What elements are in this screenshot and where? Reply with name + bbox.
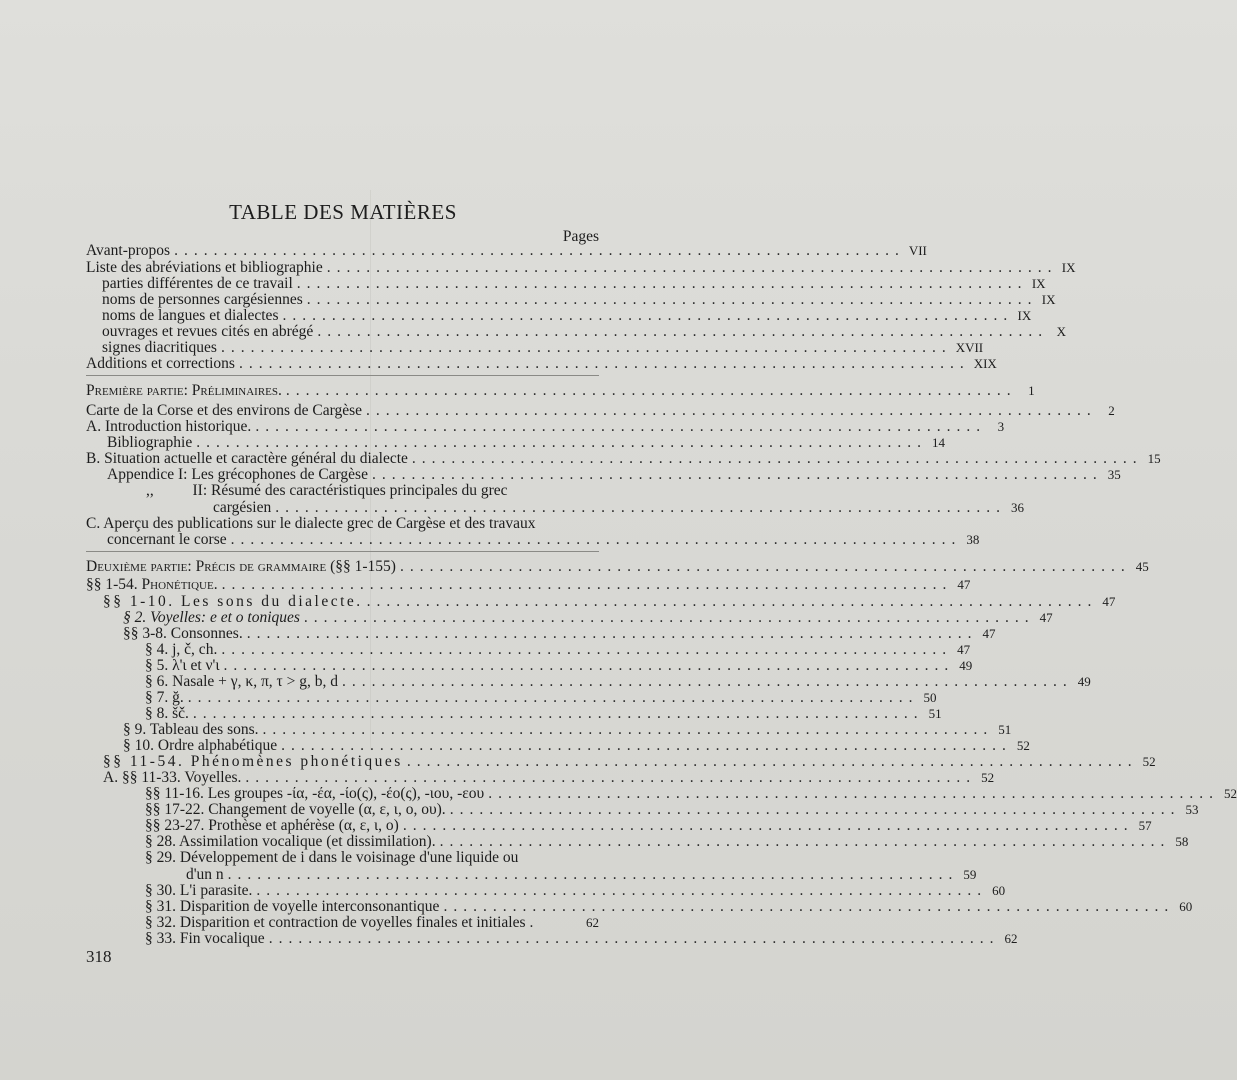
leader-dots: .......................................................................... — [246, 625, 978, 642]
toc-entry — [107, 466, 1121, 483]
toc-entry — [107, 434, 945, 451]
toc-entry — [103, 593, 1116, 610]
toc-entry — [103, 769, 995, 786]
toc-entry — [145, 833, 1189, 850]
toc-entry — [86, 402, 1115, 419]
toc-entry-text: signes diacritiques — [102, 339, 217, 356]
toc-entry-text-line1: § 29. Développement de i dans le voisinage d'une liquide ou — [145, 849, 519, 866]
leader-dots: .......................................................................... — [399, 558, 1131, 575]
toc-entry-text: Liste des abréviations et bibliographie — [86, 259, 323, 276]
leader-dots: .......................................................................... — [174, 242, 905, 259]
leader-dots: .......................................................................... — [255, 418, 987, 435]
page-title: TABLE DES MATIÈRES — [229, 200, 457, 224]
toc-entry — [213, 499, 1024, 516]
toc-entry-page: 59 — [963, 867, 977, 882]
leader-dots: .......................................................................... — [223, 657, 955, 674]
toc-entry-page: 47 — [1039, 610, 1053, 625]
toc-entry-text: A. Introduction historique. — [86, 418, 252, 435]
toc-entry-page: 52 — [981, 770, 995, 785]
pages-column-header: Pages — [562, 228, 599, 245]
toc-entry-page: 2 — [1108, 403, 1115, 418]
toc-entry-page: 36 — [1011, 500, 1024, 515]
toc-entry-text-line1: ,, II: Résumé des caractéristiques principales du grec — [146, 482, 508, 499]
toc-entry-text: noms de personnes cargésiennes — [102, 291, 303, 308]
toc-entry-text: parties différentes de ce travail — [102, 275, 293, 292]
toc-entry-page: 38 — [966, 532, 980, 547]
toc-entry — [186, 866, 977, 883]
toc-entry-page: 51 — [998, 722, 1012, 737]
toc-entry — [145, 817, 1152, 834]
leader-dots: .......................................................................... — [227, 866, 959, 883]
leader-dots: .......................................................................... — [285, 382, 1017, 399]
toc-entry-page: IX — [1031, 276, 1046, 291]
leader-dots: .......................................................................... — [371, 466, 1103, 483]
leader-dots: .......................................................................... — [406, 753, 1138, 770]
toc-entry — [102, 307, 1032, 324]
toc-entry-text: Carte de la Corse et des environs de Cargèse — [86, 402, 363, 419]
leader-dots: .......................................................................... — [221, 576, 953, 593]
toc-entry-page: 58 — [1175, 834, 1189, 849]
toc-entry — [145, 641, 971, 658]
toc-entry-text: § 28. Assimilation vocalique (et dissimilation). — [145, 833, 436, 850]
toc-entry — [145, 898, 1193, 915]
toc-entry-text: § 31. Disparition de voyelle interconsonantique — [145, 898, 440, 915]
toc-entry-text: § 8. šč. — [145, 705, 189, 722]
leader-dots: .......................................................................... — [187, 689, 919, 706]
leader-dots: .......................................................................... — [296, 275, 1028, 292]
toc-entry-page: 53 — [1185, 802, 1199, 817]
toc-entry — [86, 418, 1005, 435]
leader-dots: .......................................................................... — [342, 673, 1073, 690]
toc-entry-text: B. Situation actuelle et caractère général du dialecte — [86, 450, 408, 467]
leader-dots: .......................................................................... — [281, 737, 1012, 754]
part-heading — [86, 558, 1149, 575]
toc-entry-text: noms de langues et dialectes — [102, 307, 279, 324]
toc-entry-page: 47 — [957, 642, 971, 657]
toc-entry — [102, 275, 1046, 292]
toc-entry-text: § 9. Tableau des sons. — [123, 721, 259, 738]
toc-entry-page: 15 — [1147, 451, 1161, 466]
leader-dots: .......................................................................... — [192, 705, 924, 722]
toc-entry-text: § 6. Nasale + γ, κ, π, τ > g, b, d — [145, 673, 338, 690]
leader-dots: .......................................................................... — [306, 291, 1038, 308]
toc-entry-page: VII — [908, 243, 927, 258]
toc-entry-page: 60 — [992, 883, 1006, 898]
toc-entry-page: 52 — [1016, 738, 1030, 753]
toc-entry-page: 52 — [1223, 786, 1237, 801]
toc-entry-page: 60 — [1179, 899, 1193, 914]
toc-entry-text-line1: C. Aperçu des publications sur le dialecte grec de Cargèse et des travaux — [86, 515, 536, 532]
leader-dots: .......................................................................... — [275, 499, 1006, 516]
toc-entry-page: 57 — [1138, 818, 1152, 833]
toc-entry-page: 35 — [1107, 467, 1121, 482]
toc-entry-page: IX — [1061, 260, 1076, 275]
toc-entry-text: § 5. λ'ι et ν'ι — [145, 657, 220, 674]
toc-entry — [123, 721, 1012, 738]
leader-dots: .......................................................................... — [262, 721, 994, 738]
leader-dots: .......................................................................... — [220, 339, 952, 356]
leader-dots: .......................................................................... — [317, 323, 1049, 340]
toc-entry — [145, 882, 1006, 899]
section-divider — [86, 375, 599, 376]
leader-dots: .......................................................................... — [245, 769, 977, 786]
toc-entry-text: § 2. Voyelles: e et o toniques — [123, 609, 300, 626]
leader-dots: .......................................................................... — [268, 930, 1000, 947]
leader-dots: .......................................................................... — [230, 531, 962, 548]
toc-entry — [145, 914, 599, 931]
toc-entry-page: 3 — [997, 419, 1005, 434]
toc-entry-page: IX — [1041, 292, 1056, 307]
toc-entry — [86, 450, 1161, 467]
toc-entry — [123, 737, 1030, 754]
toc-entry-page: 52 — [1142, 754, 1156, 769]
toc-entry-page: 62 — [586, 915, 599, 930]
toc-entry-page: X — [1056, 324, 1067, 339]
toc-entry — [145, 657, 973, 674]
toc-entry-text: § 4. j, č, ch. — [145, 641, 218, 658]
toc-entry-page: 49 — [1077, 674, 1091, 689]
toc-entry-page: 50 — [923, 690, 937, 705]
toc-entry-page: 62 — [1004, 931, 1018, 946]
toc-entry — [145, 705, 942, 722]
leader-dots: .......................................................................... — [366, 402, 1097, 419]
toc-entry-text: Appendice I: Les grécophones de Cargèse — [107, 466, 368, 483]
toc-entry-text: concernant le corse — [107, 531, 227, 548]
section-divider — [86, 551, 599, 552]
toc-entry-page: XVII — [955, 340, 984, 355]
leader-dots: .......................................................................... — [221, 641, 953, 658]
toc-entry — [102, 339, 984, 356]
toc-entry-page: 45 — [1135, 559, 1149, 574]
toc-entry-text: §§ 3-8. Consonnes. — [123, 625, 243, 642]
toc-entry — [145, 785, 1237, 802]
toc-entry-text: §§ 1-10. Les sons du dialecte. — [103, 593, 363, 610]
toc-entry-page: XIX — [973, 356, 997, 371]
leader-dots: .......................................................................... — [196, 434, 927, 451]
toc-entry-text: ouvrages et revues cités en abrégé — [102, 323, 314, 340]
toc-entry — [145, 930, 1018, 947]
toc-entry-page: 1 — [1028, 383, 1035, 398]
toc-entry-text: Bibliographie — [107, 434, 193, 451]
leader-dots: .......................................................................... — [282, 307, 1014, 324]
part-heading — [86, 382, 1035, 399]
toc-entry — [145, 801, 1199, 818]
leader-dots: .......................................................................... — [488, 785, 1219, 802]
toc-entry-text: § 32. Disparition et contraction de voyelles finales et initiales — [145, 914, 526, 931]
leader-dots: .......................................................................... — [366, 593, 1098, 610]
toc-entry — [145, 673, 1091, 690]
leader-dots: .......................................................................... — [256, 882, 988, 899]
toc-entry-text: d'un n — [186, 866, 224, 883]
toc-entry-page: 49 — [959, 658, 973, 673]
toc-entry-text: § 7. ğ. — [145, 689, 184, 706]
toc-entry-page: IX — [1017, 308, 1032, 323]
toc-entry — [86, 259, 1076, 276]
toc-entry-text: Deuxième partie: Précis de grammaire (§§ 1-155) — [86, 558, 396, 575]
toc-entry-text: A. §§ 11-33. Voyelles. — [103, 769, 242, 786]
toc-entry — [102, 291, 1056, 308]
toc-entry — [86, 576, 971, 593]
toc-entry — [86, 242, 927, 259]
toc-entry-text: Additions et corrections — [86, 355, 235, 372]
toc-entry — [103, 753, 1156, 770]
toc-entry-text: Première partie: Préliminaires. — [86, 382, 282, 399]
leader-dots: .......................................................................... — [443, 898, 1175, 915]
toc-entry-text: § 10. Ordre alphabétique — [123, 737, 278, 754]
toc-entry-text: cargésien — [213, 499, 272, 516]
toc-entry-text: § 30. L'i parasite. — [145, 882, 253, 899]
toc-entry-text: §§ 1-54. Phonétique. — [86, 576, 218, 593]
leader-dots: .......................................................................... — [411, 450, 1143, 467]
leader-dots: .......................................................................... — [449, 801, 1181, 818]
toc-entry-text: §§ 11-54. Phénomènes phonétiques — [103, 753, 403, 770]
toc-entry — [123, 625, 996, 642]
toc-entry-text: §§ 11-16. Les groupes -ία, -έα, -ίο(ς), -έο(ς), -ιου, -εου — [145, 785, 485, 802]
toc-entry — [102, 323, 1067, 340]
leader-dots: .......................................................................... — [326, 259, 1058, 276]
toc-entry-text: Avant-propos — [86, 242, 171, 259]
toc-entry-page: 51 — [928, 706, 942, 721]
leader-dots: .......................................................................... — [439, 833, 1171, 850]
leader-dots: . — [529, 914, 540, 931]
toc-entry — [123, 609, 1053, 626]
toc-entry-page: 47 — [982, 626, 996, 641]
toc-entry — [107, 531, 980, 548]
toc-entry — [145, 689, 937, 706]
toc-entry-page: 14 — [932, 435, 945, 450]
leader-dots: .......................................................................... — [238, 355, 970, 372]
toc-entry-text: § 33. Fin vocalique — [145, 930, 265, 947]
toc-entry-page: 47 — [957, 577, 971, 592]
page-number: 318 — [86, 947, 112, 966]
toc-entry-text: §§ 23-27. Prothèse et aphérèse (α, ε, ι, ο) — [145, 817, 399, 834]
toc-entry — [86, 355, 997, 372]
leader-dots: .......................................................................... — [402, 817, 1134, 834]
toc-entry-text: §§ 17-22. Changement de voyelle (α, ε, ι, ο, ου). — [145, 801, 446, 818]
leader-dots: .......................................................................... — [303, 609, 1035, 626]
toc-entry-page: 47 — [1102, 594, 1116, 609]
